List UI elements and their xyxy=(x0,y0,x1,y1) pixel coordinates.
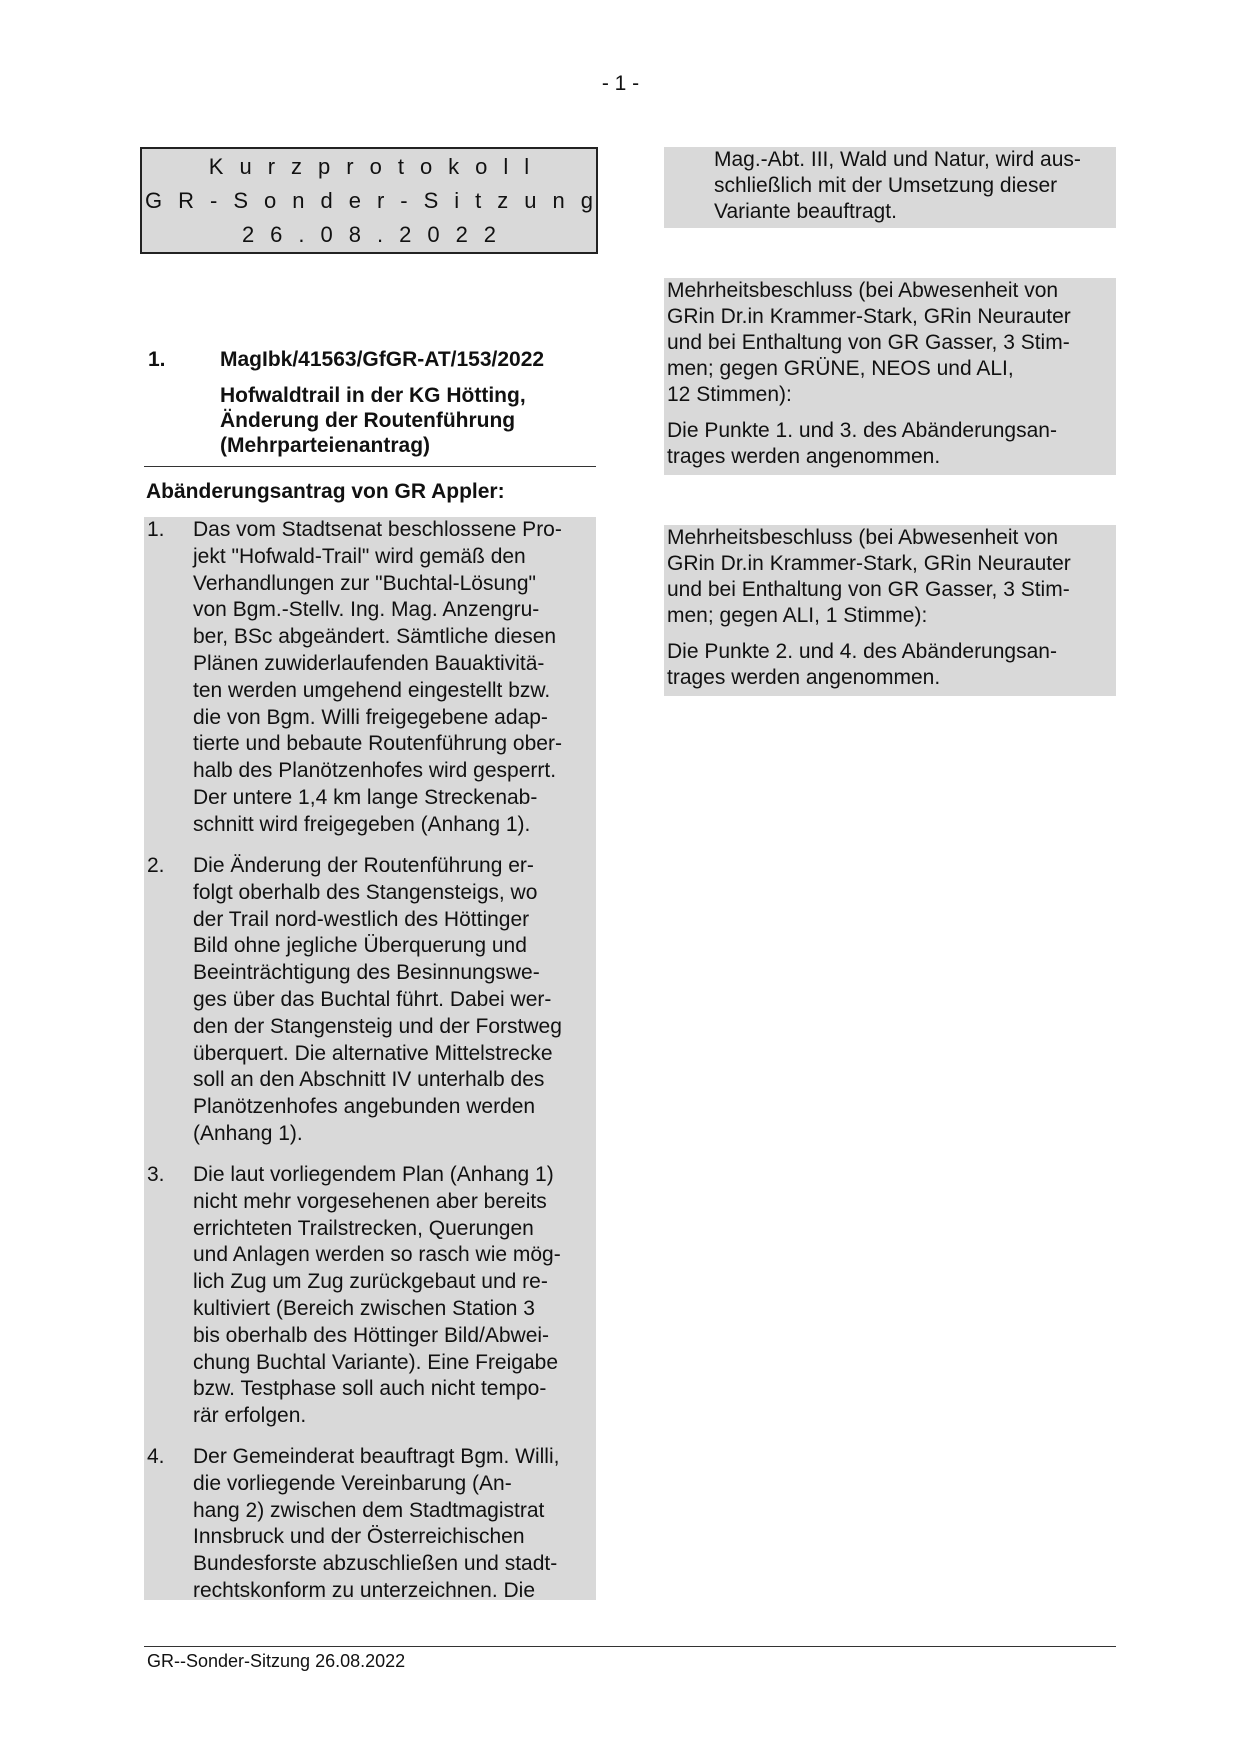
footer-divider xyxy=(144,1646,1116,1647)
point-number: 3. xyxy=(147,1163,165,1186)
point-text: Die laut vorliegendem Plan (Anhang 1) nicht mehr vorgesehenen aber bereits errichteten Trailstrecken, Querungen und Anlagen werden so rasch wie mög- lich Zug um Zug zurückgebaut und re- kultiviert (Bereich zwischen Station 3 bis oberhalb des Höttinger Bild/Abwei- chung Buchtal Variante). Eine Freigabe bzw. Testphase soll auch nicht tempo- rär erfolgen. xyxy=(193,1163,561,1428)
resolution-vote: Mehrheitsbeschluss (bei Abwesenheit von GRin Dr.in Krammer-Stark, GRin Neurauter und bei Enthaltung von GR Gasser, 3 Stim- men; gegen GRÜNE, NEOS und ALI, 12 Stimmen): xyxy=(667,279,1071,406)
continuation-text: Mag.-Abt. III, Wald und Natur, wird aus- schließlich mit der Umsetzung dieser Variante beauftragt. xyxy=(714,148,1081,223)
title-box xyxy=(140,147,609,254)
point-number: 4. xyxy=(147,1445,165,1468)
agenda-item-code: MagIbk/41563/GfGR-AT/153/2022 xyxy=(220,348,545,371)
resolution-vote: Mehrheitsbeschluss (bei Abwesenheit von GRin Dr.in Krammer-Stark, GRin Neurauter und bei Enthaltung von GR Gasser, 3 Stim- men; gegen ALI, 1 Stimme): xyxy=(667,526,1071,627)
page-number: - 1 - xyxy=(601,72,640,95)
amendment-continuation xyxy=(664,147,1116,228)
point-text: Der Gemeinderat beauftragt Bgm. Willi, die vorliegende Vereinbarung (An- hang 2) zwischen dem Stadtmagistrat Innsbruck und der Österreichischen Bundesforste abzuschließen und stadt- rechtskonform zu unterzeichnen. Die xyxy=(193,1445,560,1602)
title-date: 26.08.2022 xyxy=(241,222,513,247)
point-number: 2. xyxy=(147,854,165,877)
point-number: 1. xyxy=(147,518,165,541)
divider xyxy=(144,466,596,467)
amendment-title: Abänderungsantrag von GR Appler: xyxy=(146,480,505,503)
point-text: Das vom Stadtsenat beschlossene Pro- jekt "Hofwald-Trail" wird gemäß den Verhandlungen zur "Buchtal-Lösung" von Bgm.-Stellv. Ing. Mag. Anzengru- ber, BSc abgeändert. Sämtliche diesen Plänen zuwiderlaufenden Bauaktivitä- ten werden umgehend eingestellt bzw. die von Bgm. Willi freigegebene adap- tierte und bebaute Routenführung ober- halb des Planötzenhofes wird gesperrt. Der untere 1,4 km lange Streckenab- schnitt wird freigegeben (Anhang 1). xyxy=(193,518,562,836)
title-kurzprotokoll: Kurzprotokoll xyxy=(208,154,546,179)
resolution-block xyxy=(664,278,1116,475)
agenda-item-subject: Hofwaldtrail in der KG Hötting, Änderung der Routenführung (Mehrparteienantrag) xyxy=(220,384,526,457)
point-text: Die Änderung der Routenführung er- folgt oberhalb des Stangensteigs, wo der Trail nord-westlich des Höttinger Bild ohne jegliche Überquerung und Beeinträchtigung des Besinnungswe- ges über das Buchtal führt. Dabei wer- den der Stangensteig und der Forstweg überquert. Die alternative Mittelstrecke soll an den Abschnitt IV unterhalb des Planötzenhofes angebunden werden (Anhang 1). xyxy=(193,854,562,1145)
resolution-result: Die Punkte 2. und 4. des Abänderungsan- trages werden angenommen. xyxy=(667,640,1057,689)
footer-text: GR--Sonder-Sitzung 26.08.2022 xyxy=(147,1651,406,1671)
amendment-points xyxy=(144,517,596,1600)
resolution-result: Die Punkte 1. und 3. des Abänderungsan- trages werden angenommen. xyxy=(667,419,1057,468)
title-session: GR-Sonder-Sitzung xyxy=(145,188,609,213)
resolution-block xyxy=(664,525,1116,696)
agenda-item-number: 1. xyxy=(148,348,166,371)
